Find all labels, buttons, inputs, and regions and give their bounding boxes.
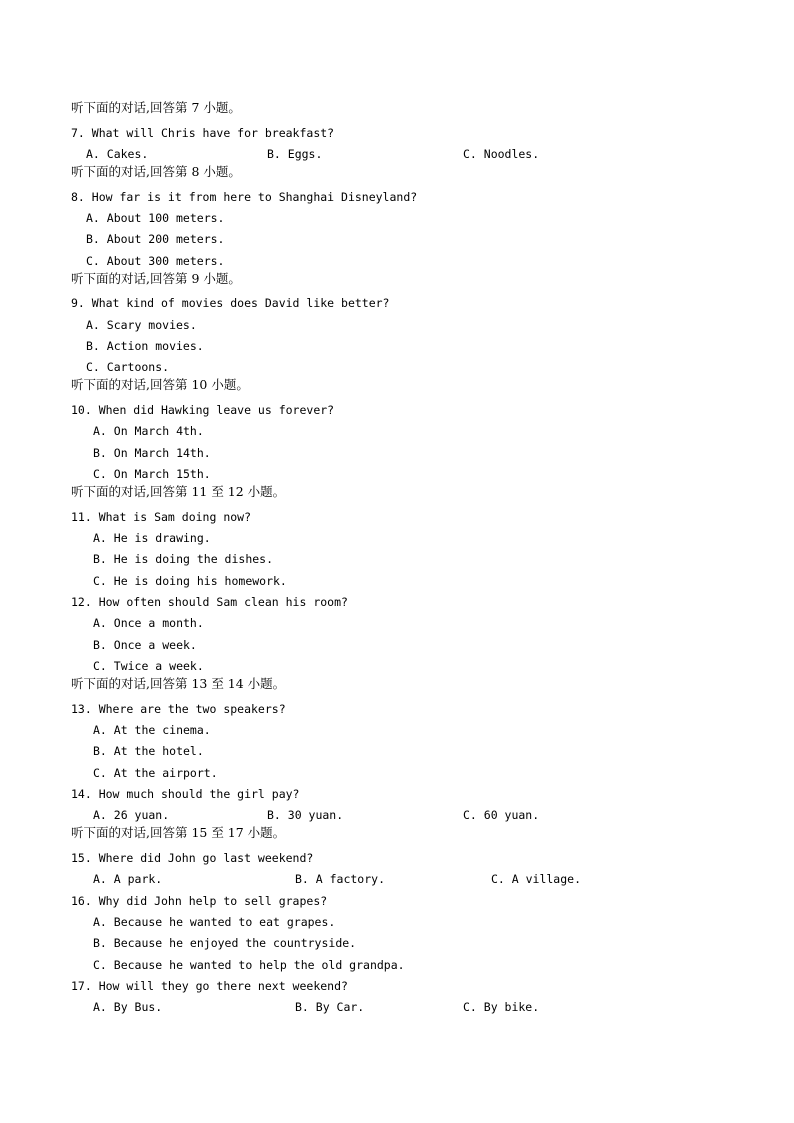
q7-option-a: A. Cakes. xyxy=(86,147,149,161)
q15-option-c: C. A village. xyxy=(491,872,582,886)
q14-option-a: A. 26 yuan. xyxy=(93,808,170,822)
q10-option-b: B. On March 14th. xyxy=(93,446,211,460)
q10-option-c: C. On March 15th. xyxy=(93,467,211,481)
question-7: 7. What will Chris have for breakfast? xyxy=(71,126,335,140)
q9-option-b: B. Action movies. xyxy=(86,339,204,353)
q10-option-a: A. On March 4th. xyxy=(93,424,204,438)
question-16: 16. Why did John help to sell grapes? xyxy=(71,894,328,908)
q17-option-a: A. By Bus. xyxy=(93,1000,163,1014)
question-17: 17. How will they go there next weekend? xyxy=(71,979,348,993)
question-13: 13. Where are the two speakers? xyxy=(71,702,286,716)
question-8: 8. How far is it from here to Shanghai Disneyland? xyxy=(71,190,418,204)
q8-option-c: C. About 300 meters. xyxy=(86,254,225,268)
q11-option-b: B. He is doing the dishes. xyxy=(93,552,274,566)
section-heading: 听下面的对话,回答第 13 至 14 小题。 xyxy=(71,676,286,691)
question-11: 11. What is Sam doing now? xyxy=(71,510,252,524)
q15-option-b: B. A factory. xyxy=(295,872,386,886)
question-12: 12. How often should Sam clean his room? xyxy=(71,595,348,609)
q12-option-b: B. Once a week. xyxy=(93,638,197,652)
question-15: 15. Where did John go last weekend? xyxy=(71,851,314,865)
q11-option-a: A. He is drawing. xyxy=(93,531,211,545)
section-heading: 听下面的对话,回答第 9 小题。 xyxy=(71,271,241,286)
q13-option-a: A. At the cinema. xyxy=(93,723,211,737)
q14-option-b: B. 30 yuan. xyxy=(267,808,344,822)
q15-option-a: A. A park. xyxy=(93,872,163,886)
q16-option-b: B. Because he enjoyed the countryside. xyxy=(93,936,357,950)
q11-option-c: C. He is doing his homework. xyxy=(93,574,287,588)
question-14: 14. How much should the girl pay? xyxy=(71,787,300,801)
q12-option-a: A. Once a month. xyxy=(93,616,204,630)
section-heading: 听下面的对话,回答第 10 小题。 xyxy=(71,377,249,392)
q7-option-b: B. Eggs. xyxy=(267,147,323,161)
q8-option-a: A. About 100 meters. xyxy=(86,211,225,225)
q17-option-b: B. By Car. xyxy=(295,1000,365,1014)
q12-option-c: C. Twice a week. xyxy=(93,659,204,673)
section-heading: 听下面的对话,回答第 15 至 17 小题。 xyxy=(71,825,286,840)
q16-option-c: C. Because he wanted to help the old grandpa. xyxy=(93,958,405,972)
section-heading: 听下面的对话,回答第 11 至 12 小题。 xyxy=(71,484,286,499)
section-heading: 听下面的对话,回答第 8 小题。 xyxy=(71,164,241,179)
q9-option-c: C. Cartoons. xyxy=(86,360,170,374)
q7-option-c: C. Noodles. xyxy=(463,147,540,161)
section-heading: 听下面的对话,回答第 7 小题。 xyxy=(71,100,241,115)
question-10: 10. When did Hawking leave us forever? xyxy=(71,403,335,417)
q8-option-b: B. About 200 meters. xyxy=(86,232,225,246)
q16-option-a: A. Because he wanted to eat grapes. xyxy=(93,915,336,929)
q17-option-c: C. By bike. xyxy=(463,1000,540,1014)
question-9: 9. What kind of movies does David like better? xyxy=(71,296,390,310)
q13-option-b: B. At the hotel. xyxy=(93,744,204,758)
q13-option-c: C. At the airport. xyxy=(93,766,218,780)
q9-option-a: A. Scary movies. xyxy=(86,318,197,332)
q14-option-c: C. 60 yuan. xyxy=(463,808,540,822)
